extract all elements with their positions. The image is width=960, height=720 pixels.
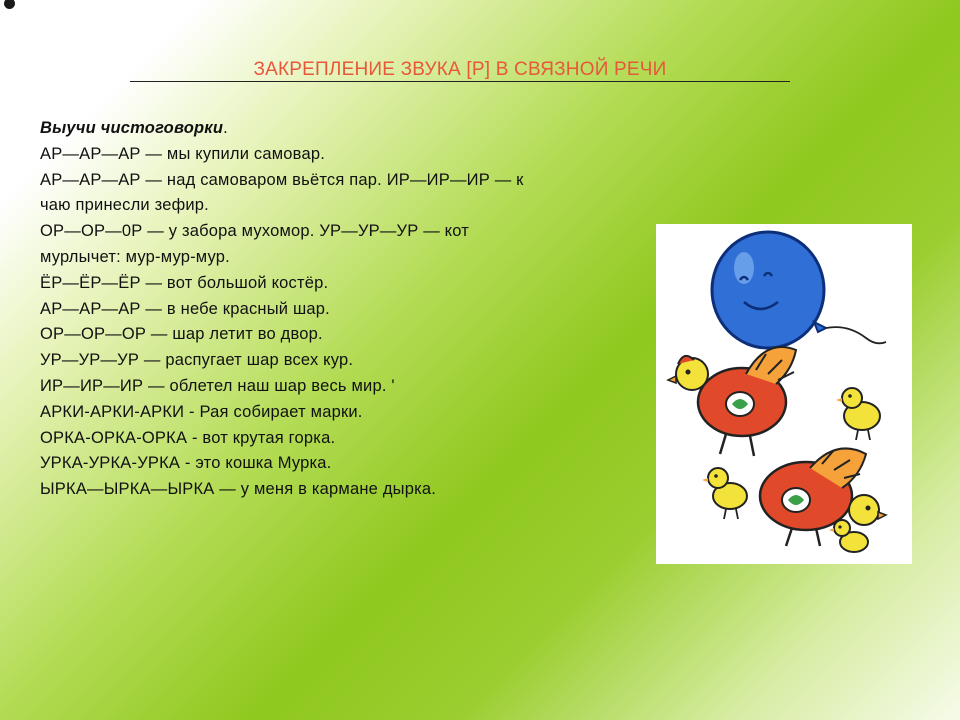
text-line: ЫРКА—ЫРКА—ЫРКА — у меня в кармане дырка.: [40, 480, 437, 499]
slide-title: ЗАКРЕПЛЕНИЕ ЗВУКА [Р] В СВЯЗНОЙ РЕЧИ: [253, 59, 667, 80]
text-line: ОР—ОР—0Р — у забора мухомор. УР—УР—УР — кот: [40, 222, 470, 241]
heading-line: [40, 116, 670, 142]
text-line: ОР—ОР—ОР — шар летит во двор.: [40, 325, 323, 344]
heading: Выучи чистоговорки: [40, 119, 224, 137]
chick-icon: [702, 468, 747, 519]
text-line: ЁР—ЁР—ЁР — вот большой костёр.: [40, 273, 329, 292]
text-line: АР—АР—АР — мы купили самовар.: [40, 144, 325, 163]
text-line: мурлычет: мур-мур-мур.: [40, 247, 230, 266]
heading-period: .: [223, 119, 228, 137]
text-line: чаю принесли зефир.: [40, 196, 209, 215]
hen-icon: [668, 347, 796, 456]
balloon-icon: [712, 232, 886, 348]
bullet-dot: [4, 0, 15, 9]
text-line: ОРКА-ОРКА-ОРКА - вот крутая горка.: [40, 428, 336, 447]
text-line: ИР—ИР—ИР — облетел наш шар весь мир. ': [40, 376, 395, 395]
text-line: АР—АР—АР — в небе красный шар.: [40, 299, 330, 318]
text-line: АР—АР—АР — над самоваром вьётся пар. ИР—ИР—ИР — к: [40, 170, 524, 189]
text-line: УР—УР—УР — распугает шар всех кур.: [40, 351, 354, 370]
tongue-twisters-block: [40, 116, 670, 503]
chick-icon: [836, 388, 880, 440]
hen-icon: [760, 448, 886, 546]
text-line: УРКА-УРКА-УРКА - это кошка Мурка.: [40, 454, 332, 473]
text-line: АРКИ-АРКИ-АРКИ - Рая собирает марки.: [40, 402, 363, 421]
balloon-hens-chicks-illustration: [656, 224, 912, 564]
